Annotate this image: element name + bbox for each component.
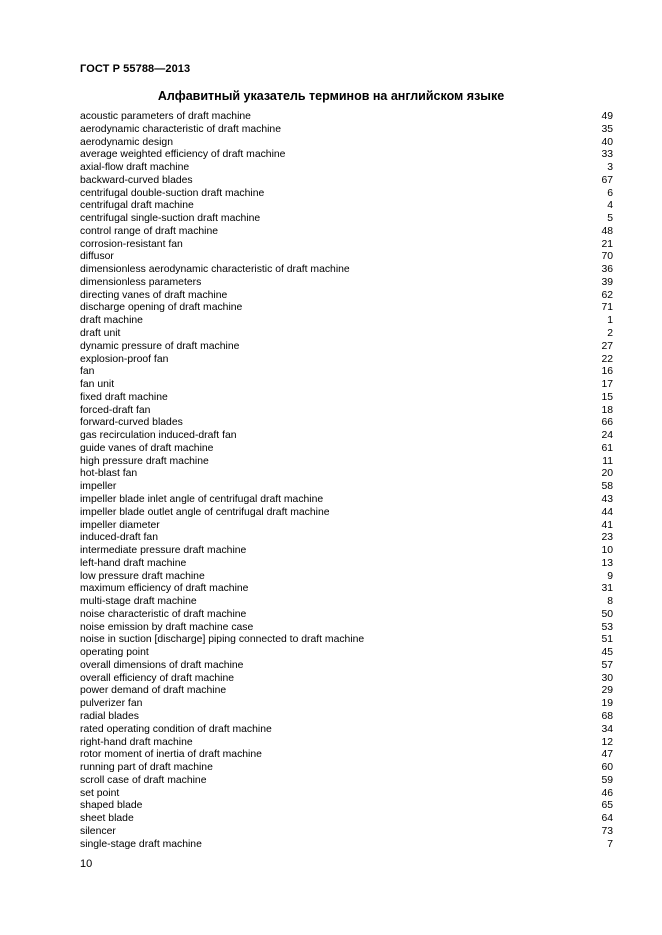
index-term: draft unit	[80, 328, 121, 340]
index-term-number: 61	[601, 442, 613, 454]
index-term: multi-stage draft machine	[80, 596, 197, 608]
index-term-number: 71	[601, 302, 613, 314]
index-entry	[80, 481, 613, 494]
index-term: noise emission by draft machine case	[80, 621, 254, 633]
index-term: dimensionless aerodynamic characteristic of draft machine	[80, 264, 350, 276]
index-term-number: 5	[607, 213, 613, 225]
term-index-list	[80, 111, 613, 851]
index-term-number: 7	[607, 838, 613, 850]
index-term-number: 12	[601, 736, 613, 748]
index-term: backward-curved blades	[80, 174, 193, 186]
index-term-number: 65	[601, 800, 613, 812]
index-term: set point	[80, 787, 120, 799]
index-term: forced-draft fan	[80, 404, 151, 416]
index-term-number: 48	[601, 225, 613, 237]
index-term: dimensionless parameters	[80, 276, 202, 288]
index-term: left-hand draft machine	[80, 557, 187, 569]
index-term-number: 10	[601, 545, 613, 557]
index-entry	[80, 558, 613, 571]
index-entry	[80, 737, 613, 750]
index-term: radial blades	[80, 710, 139, 722]
index-term-number: 49	[601, 111, 613, 122]
index-entry	[80, 277, 613, 290]
index-term: centrifugal draft machine	[80, 200, 194, 212]
index-entry	[80, 839, 613, 852]
index-entry	[80, 226, 613, 239]
index-term: diffusor	[80, 251, 114, 263]
index-term: overall dimensions of draft machine	[80, 659, 244, 671]
index-entry	[80, 264, 613, 277]
index-term-number: 19	[601, 698, 613, 710]
index-term-number: 29	[601, 685, 613, 697]
index-term: operating point	[80, 647, 149, 659]
index-entry	[80, 545, 613, 558]
index-entry	[80, 596, 613, 609]
index-term: right-hand draft machine	[80, 736, 193, 748]
index-term-number: 59	[601, 774, 613, 786]
index-term-number: 15	[601, 391, 613, 403]
index-term: axial-flow draft machine	[80, 162, 190, 174]
index-term-number: 30	[601, 672, 613, 684]
index-term: high pressure draft machine	[80, 455, 209, 467]
index-term-number: 34	[601, 723, 613, 735]
index-entry	[80, 724, 613, 737]
index-term-number: 68	[601, 710, 613, 722]
index-term-number: 6	[607, 187, 613, 199]
index-term-number: 64	[601, 813, 613, 825]
index-term: hot-blast fan	[80, 468, 138, 480]
index-title: Алфавитный указатель терминов на английском языке	[157, 89, 505, 103]
index-term: impeller blade outlet angle of centrifugal draft machine	[80, 506, 330, 518]
index-term: noise in suction [discharge] piping connected to draft machine	[80, 634, 365, 646]
index-entry	[80, 175, 613, 188]
index-entry	[80, 494, 613, 507]
index-term: silencer	[80, 825, 116, 837]
index-term: acoustic parameters of draft machine	[80, 111, 251, 122]
index-term: scroll case of draft machine	[80, 774, 207, 786]
index-term: low pressure draft machine	[80, 570, 205, 582]
index-term: explosion-proof fan	[80, 353, 169, 365]
index-term-number: 11	[602, 455, 613, 467]
index-entry	[80, 660, 613, 673]
standard-designation: ГОСТ Р 55788—2013	[80, 63, 191, 75]
index-term-number: 66	[601, 417, 613, 429]
index-entry	[80, 673, 613, 686]
index-term-number: 2	[607, 328, 613, 340]
index-term: corrosion-resistant fan	[80, 238, 183, 250]
index-term: shaped blade	[80, 800, 143, 812]
index-entry	[80, 456, 613, 469]
index-term-number: 53	[601, 621, 613, 633]
index-term: centrifugal single-suction draft machine	[80, 213, 261, 225]
index-entry	[80, 622, 613, 635]
index-entry	[80, 609, 613, 622]
index-entry	[80, 685, 613, 698]
index-entry	[80, 213, 613, 226]
index-term-number: 47	[601, 749, 613, 761]
index-term: rated operating condition of draft machine	[80, 723, 272, 735]
index-term-number: 62	[601, 289, 613, 301]
index-entry	[80, 711, 613, 724]
index-term-number: 67	[601, 174, 613, 186]
index-term-number: 1	[607, 315, 613, 327]
index-term-number: 31	[601, 583, 613, 595]
index-term-number: 43	[601, 493, 613, 505]
index-term-number: 50	[601, 608, 613, 620]
index-term: aerodynamic characteristic of draft machine	[80, 123, 281, 135]
index-term: fixed draft machine	[80, 391, 168, 403]
index-entry	[80, 137, 613, 150]
index-entry	[80, 468, 613, 481]
index-term: sheet blade	[80, 813, 134, 825]
index-term-number: 18	[601, 404, 613, 416]
index-term: discharge opening of draft machine	[80, 302, 243, 314]
index-term-number: 9	[607, 570, 613, 582]
index-term-number: 17	[601, 379, 613, 391]
index-term: forward-curved blades	[80, 417, 183, 429]
index-entry	[80, 366, 613, 379]
index-term: control range of draft machine	[80, 225, 219, 237]
index-term: running part of draft machine	[80, 762, 213, 774]
index-term-number: 23	[601, 532, 613, 544]
index-term-number: 44	[601, 506, 613, 518]
index-entry	[80, 532, 613, 545]
index-term-number: 46	[601, 787, 613, 799]
page-number: 10	[80, 858, 93, 870]
index-entry	[80, 354, 613, 367]
index-term-number: 36	[601, 264, 613, 276]
index-term-number: 41	[601, 519, 613, 531]
index-term-number: 27	[601, 340, 613, 352]
index-entry	[80, 698, 613, 711]
index-entry	[80, 341, 613, 354]
index-term-number: 4	[607, 200, 613, 212]
index-entry	[80, 239, 613, 252]
index-entry	[80, 762, 613, 775]
index-entry	[80, 775, 613, 788]
index-term: intermediate pressure draft machine	[80, 545, 247, 557]
index-entry	[80, 417, 613, 430]
index-term-number: 24	[601, 430, 613, 442]
index-entry	[80, 290, 613, 303]
index-entry	[80, 405, 613, 418]
index-entry	[80, 800, 613, 813]
index-entry	[80, 124, 613, 137]
index-term-number: 21	[601, 238, 613, 250]
index-term: aerodynamic design	[80, 136, 173, 148]
index-term-number: 73	[601, 825, 613, 837]
index-term-number: 40	[601, 136, 613, 148]
index-term-number: 60	[601, 762, 613, 774]
index-entry	[80, 149, 613, 162]
index-entry	[80, 813, 613, 826]
index-term: fan	[80, 366, 95, 378]
index-term: directing vanes of draft machine	[80, 289, 228, 301]
index-term: dynamic pressure of draft machine	[80, 340, 240, 352]
index-entry	[80, 162, 613, 175]
index-term-number: 33	[601, 149, 613, 161]
index-entry	[80, 443, 613, 456]
index-term: noise characteristic of draft machine	[80, 608, 247, 620]
index-term-number: 16	[601, 366, 613, 378]
index-term-number: 39	[601, 276, 613, 288]
index-entry	[80, 788, 613, 801]
index-entry	[80, 507, 613, 520]
index-entry	[80, 188, 613, 201]
index-term: impeller blade inlet angle of centrifugal draft machine	[80, 493, 324, 505]
index-entry	[80, 749, 613, 762]
index-term: maximum efficiency of draft machine	[80, 583, 249, 595]
index-term: gas recirculation induced-draft fan	[80, 430, 237, 442]
index-entry	[80, 328, 613, 341]
index-entry	[80, 200, 613, 213]
index-term: rotor moment of inertia of draft machine	[80, 749, 262, 761]
index-term: impeller	[80, 481, 117, 493]
index-entry	[80, 647, 613, 660]
index-term: average weighted efficiency of draft machine	[80, 149, 286, 161]
index-term: guide vanes of draft machine	[80, 442, 214, 454]
index-term-number: 35	[601, 123, 613, 135]
index-term-number: 57	[601, 659, 613, 671]
index-entry	[80, 583, 613, 596]
index-term-number: 45	[601, 647, 613, 659]
index-term: centrifugal double-suction draft machine	[80, 187, 265, 199]
index-entry	[80, 634, 613, 647]
index-entry	[80, 251, 613, 264]
index-term: draft machine	[80, 315, 143, 327]
index-term-number: 51	[601, 634, 613, 646]
index-entry	[80, 826, 613, 839]
index-entry	[80, 392, 613, 405]
index-term-number: 20	[601, 468, 613, 480]
index-term-number: 70	[601, 251, 613, 263]
index-entry	[80, 571, 613, 584]
index-term: single-stage draft machine	[80, 838, 202, 850]
index-term: fan unit	[80, 379, 115, 391]
index-term-number: 22	[601, 353, 613, 365]
index-entry	[80, 302, 613, 315]
index-term: overall efficiency of draft machine	[80, 672, 235, 684]
index-entry	[80, 520, 613, 533]
index-term: impeller diameter	[80, 519, 160, 531]
index-term-number: 8	[607, 596, 613, 608]
index-term: power demand of draft machine	[80, 685, 227, 697]
index-entry	[80, 315, 613, 328]
index-term: pulverizer fan	[80, 698, 143, 710]
index-term-number: 58	[601, 481, 613, 493]
index-entry	[80, 111, 613, 124]
index-term-number: 3	[607, 162, 613, 174]
index-entry	[80, 379, 613, 392]
index-term: induced-draft fan	[80, 532, 158, 544]
index-entry	[80, 430, 613, 443]
index-term-number: 13	[601, 557, 613, 569]
